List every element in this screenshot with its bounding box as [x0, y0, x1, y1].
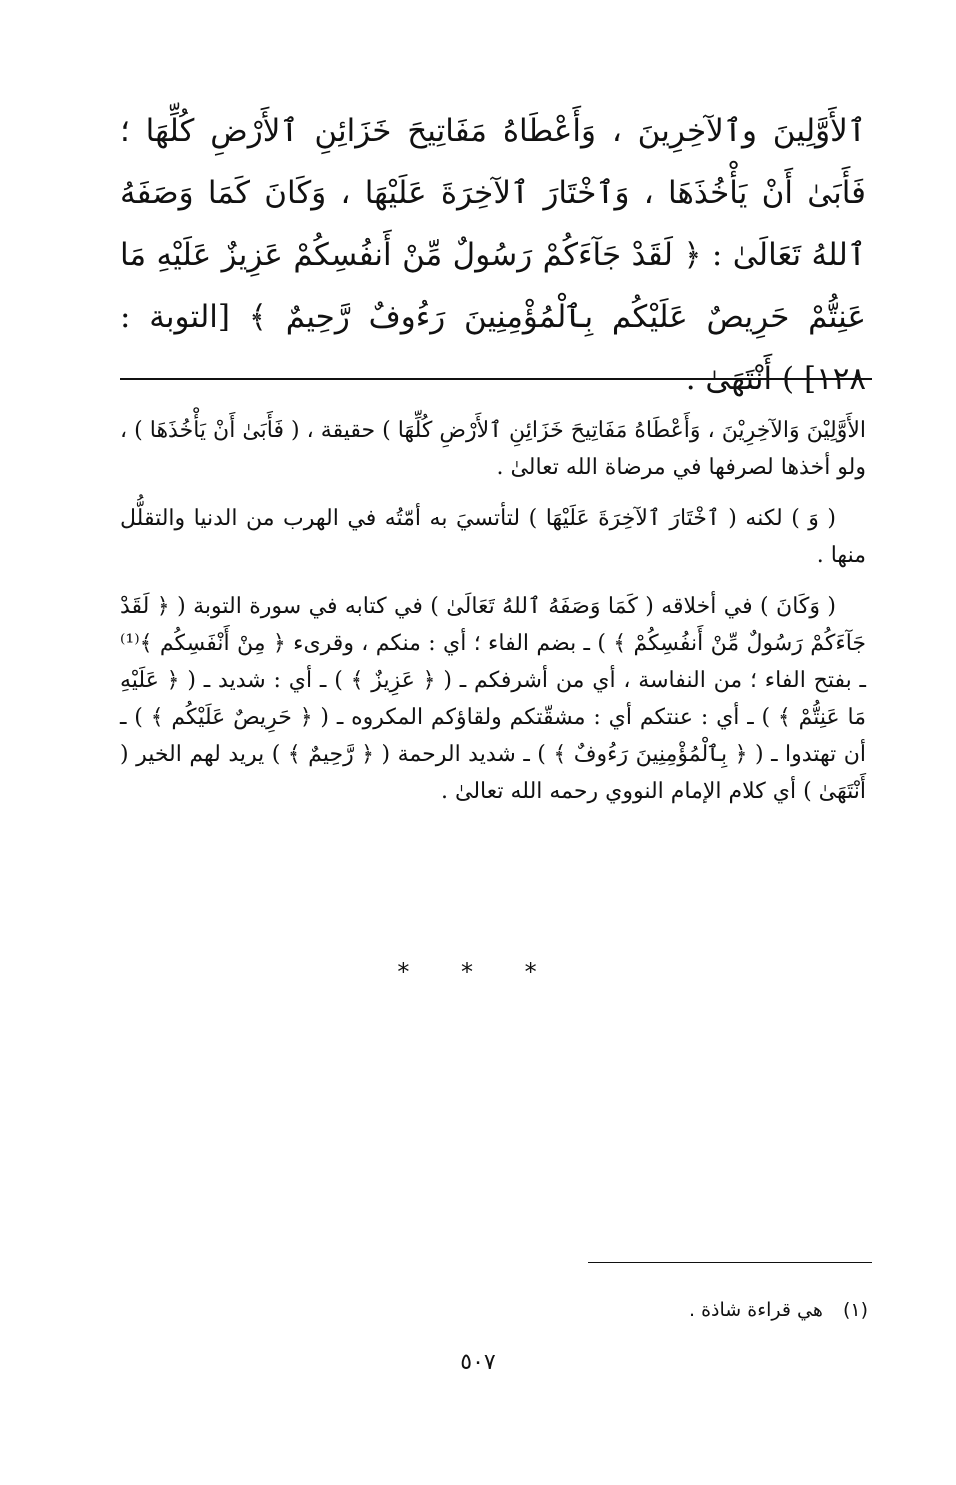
footnote [689, 1296, 868, 1324]
page-number: ٥٠٧ [460, 1350, 496, 1375]
commentary-paragraph-2: ( وَ ) لكنه ( ٱخْتَارَ ٱلآخِرَةَ عَلَيْهَا ) لتأتسيَ به أمّتُه في الهرب من الدنيا والتقلُّل منها . [120, 506, 866, 568]
main-text-divider [120, 378, 872, 380]
commentary-paragraph-1: الأَوَّلِيْنَ وَالآخِرِيْنَ ، وَأَعْطَاهُ مَفَاتِيحَ خَزَائِنِ ٱلأَرْضِ كُلِّهَا ) حقيقة ، ( فَأَبَىٰ أَنْ يَأْخُذَهَا ) ، ولو أخذها لصرفها في مرضاة الله تعالىٰ . [120, 418, 866, 480]
footnote-text: هي قراءة شاذة . [689, 1299, 823, 1321]
main-text-block [120, 100, 866, 410]
section-separator-stars: * * * [397, 958, 559, 986]
main-text-paragraph: ٱلأَوَّلِينَ وٱلآخِرِينَ ، وَأَعْطَاهُ مَفَاتِيحَ خَزَائِنِ ٱلأَرْضِ كُلِّهَا ؛ فَأَبَىٰ أَنْ يَأْخُذَهَا ، وَٱخْتَارَ ٱلآخِرَةَ عَلَيْهَا ، وَكَانَ كَمَا وَصَفَهُ ٱللهُ تَعَالَىٰ : ﴿ لَقَدْ جَآءَكُمْ رَسُولٌ مِّنْ أَنفُسِكُمْ عَزِيزٌ عَلَيْهِ مَا عَنِتُّمْ حَرِيصٌ عَلَيْكُم بِٱلْمُؤْمِنِينَ رَءُوفٌ رَّحِيمٌ ﴾ [التوبة : ١٢٨] ) أَنْتَهَىٰ . [120, 113, 866, 397]
commentary-paragraph-3: ( وَكَانَ ) في أخلاقه ( كَمَا وَصَفَهُ ٱللهُ تَعَالَىٰ ) في كتابه في سورة التوبة ( ﴿ لَقَدْ جَآءَكُمْ رَسُولٌ مِّنْ أَنفُسِكُمْ ﴾ ) ـ بضم الفاء ؛ أي : منكم ، وقرىء ﴿ مِنْ أَنْفَسِكُم ﴾⁽¹⁾ ـ بفتح الفاء ؛ من النفاسة ، أي من أشرفكم ـ ( ﴿ عَزِيزٌ ﴾ ) ـ أي : شديد ـ ( ﴿ عَلَيْهِ مَا عَنِتُّمْ ﴾ ) ـ أي : عنتكم أي : مشقّتكم ولقاؤكم المكروه ـ ( ﴿ حَرِيصٌ عَلَيْكُم ﴾ ) ـ أن تهتدوا ـ ( ﴿ بِٱلْمُؤْمِنِينَ رَءُوفٌ ﴾ ) ـ شديد الرحمة ( ﴿ رَّحِيمٌ ﴾ ) يريد لهم الخير ( أَنْتَهَىٰ ) أي كلام الإمام النووي رحمه الله تعالىٰ . [120, 594, 866, 804]
footnote-divider [588, 1262, 872, 1263]
commentary-block [120, 412, 866, 824]
footnote-number: (١) [842, 1299, 868, 1321]
